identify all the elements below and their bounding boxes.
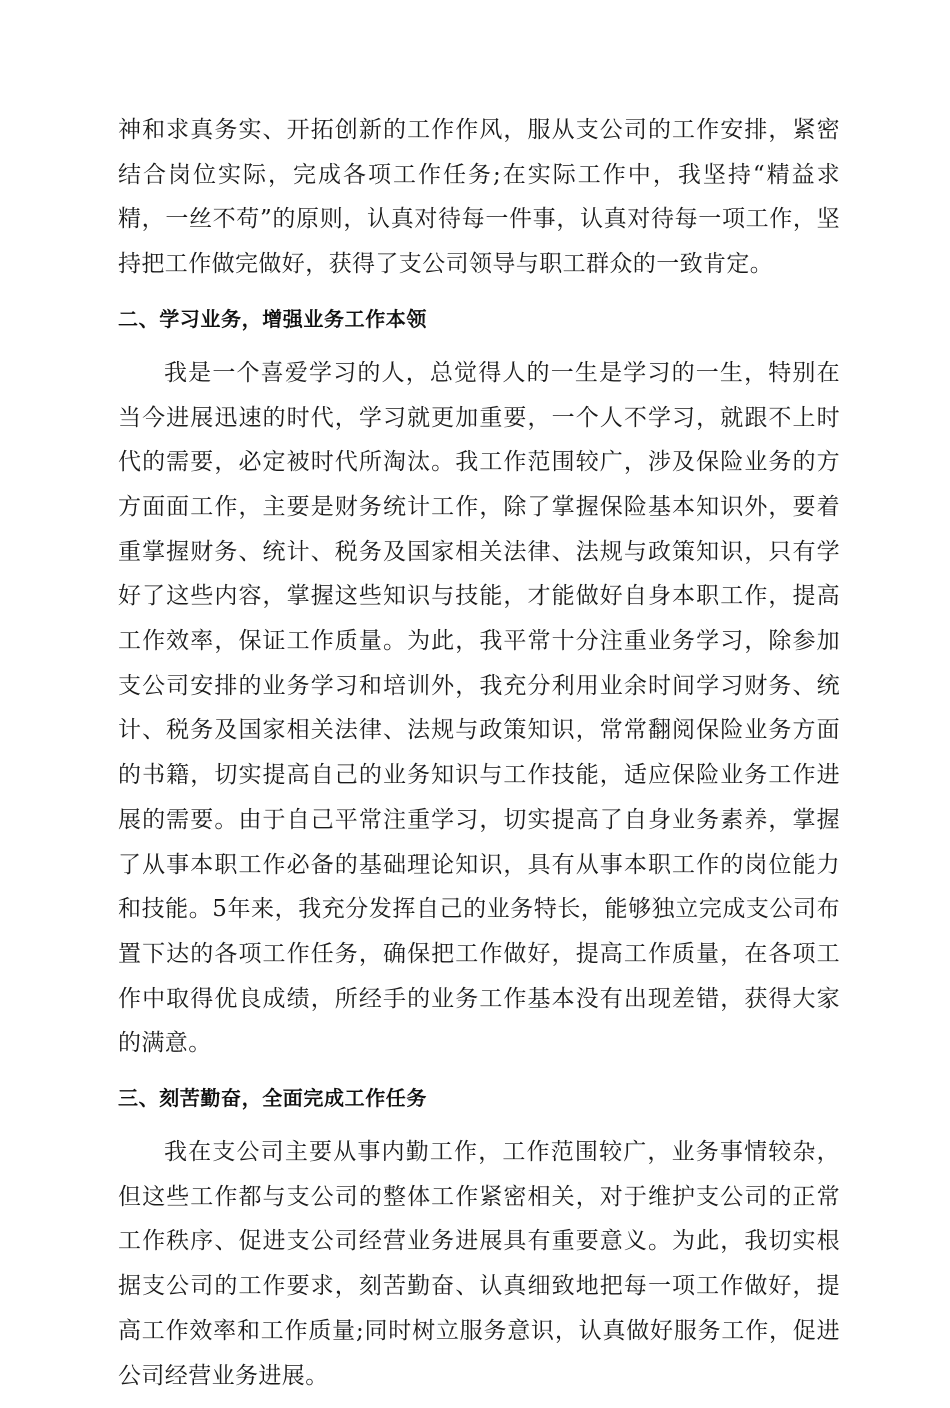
- section-heading-3: 三、刻苦勤奋，全面完成工作任务: [118, 1086, 427, 1111]
- paragraph-study: 我是一个喜爱学习的人，总觉得人的一生是学习的一生，特别在当今进展迅速的时代，学习就更加重要，一个人不学习，就跟不上时代的需要，必定被时代所淘汰。我工作范围较广，涉及保险业务的方方面面工作，主要是财务统计工作，除了掌握保险基本知识外，要着重掌握财务、统计、税务及国家相关法律、法规与政策知识，只有学好了这些内容，掌握这些知识与技能，才能做好自身本职工作，提高工作效率，保证工作质量。为此，我平常十分注重业务学习，除参加支公司安排的业务学习和培训外，我充分利用业余时间学习财务、统计、税务及国家相关法律、法规与政策知识，常常翻阅保险业务方面的书籍，切实提高自己的业务知识与工作技能，适应保险业务工作进展的需要。由于自己平常注重学习，切实提高了自身业务素养，掌握了从事本职工作必备的基础理论知识，具有从事本职工作的岗位能力和技能。5年来，我充分发挥自己的业务特长，能够独立完成支公司布置下达的各项工作任务，确保把工作做好，提高工作质量，在各项工作中取得优良成绩，所经手的业务工作基本没有出现差错，获得大家的满意。: [118, 359, 840, 1057]
- paragraph-diligence: 我在支公司主要从事内勤工作，工作范围较广，业务事情较杂，但这些工作都与支公司的整体工作紧密相关，对于维护支公司的正常工作秩序、促进支公司经营业务进展具有重要意义。为此，我切实根据支公司的工作要求，刻苦勤奋、认真细致地把每一项工作做好，提高工作效率和工作质量;同时树立服务意识，认真做好服务工作，促进公司经营业务进展。: [118, 1139, 840, 1389]
- document-body: [118, 108, 840, 1408]
- paragraph-continued: 神和求真务实、开拓创新的工作作风，服从支公司的工作安排，紧密结合岗位实际，完成各项工作任务;在实际工作中，我坚持“精益求精，一丝不苟”的原则，认真对待每一件事，认真对待每一项工作，坚持把工作做完做好，获得了支公司领导与职工群众的一致肯定。: [118, 117, 840, 278]
- section-heading-2: 二、学习业务，增强业务工作本领: [118, 306, 427, 331]
